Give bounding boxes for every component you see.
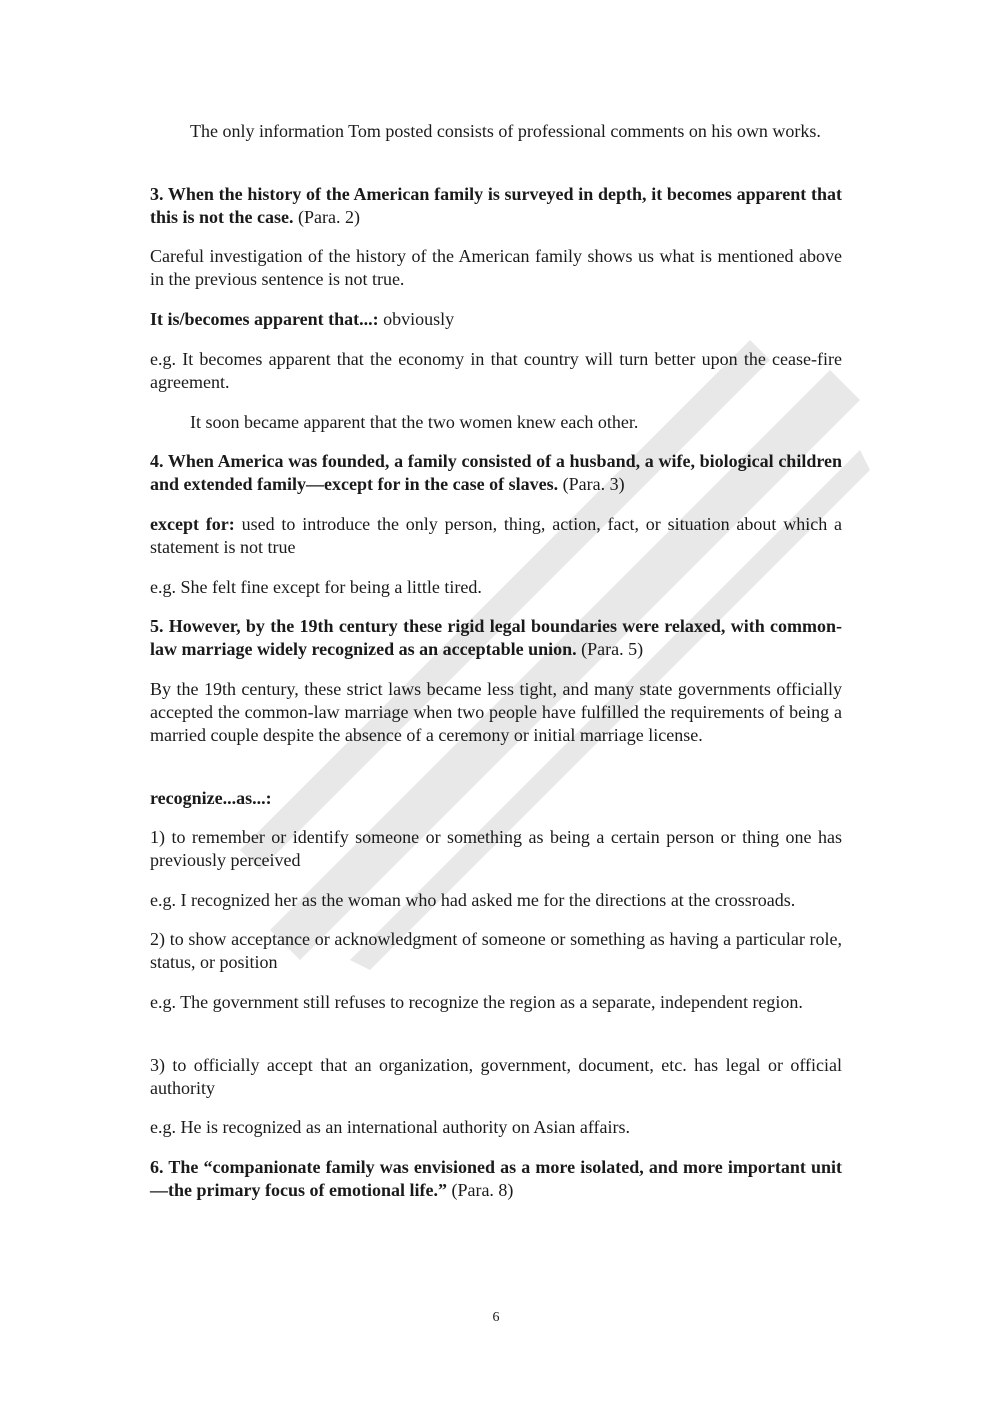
- heading-item-5: [150, 615, 842, 661]
- paragraph-explanation-5: By the 19th century, these strict laws became less tight, and many state governments officially accepted the common-law marriage when two people have fulfilled the requirements of being a married couple despite the absence of a ceremony or initial marriage license.: [150, 679, 842, 745]
- heading-item-6-ref: (Para. 8): [446, 1180, 514, 1200]
- term-apparent-label: It is/becomes apparent that...:: [150, 309, 379, 329]
- term-recognize-as: recognize...as...:: [150, 788, 272, 808]
- term-except-for: [150, 513, 842, 559]
- heading-item-5-ref: (Para. 5): [576, 639, 644, 659]
- example-recognize-3: e.g. He is recognized as an international authority on Asian affairs.: [150, 1117, 631, 1137]
- heading-item-5-text: 5. However, by the 19th century these rigid legal boundaries were relaxed, with common-law marriage widely recognized as an acceptable union.: [150, 616, 842, 659]
- definition-recognize-1: 1) to remember or identify someone or something as being a certain person or thing one has previously perceived: [150, 827, 842, 870]
- term-apparent-def: obviously: [378, 309, 455, 329]
- heading-item-4: [150, 450, 842, 496]
- heading-item-4-ref: (Para. 3): [558, 474, 625, 494]
- definition-recognize-3: 3) to officially accept that an organization, government, document, etc. has legal or official authority: [150, 1055, 842, 1098]
- heading-item-3-ref: (Para. 2): [293, 207, 360, 227]
- heading-item-6: [150, 1156, 842, 1202]
- heading-item-6-text: 6. The “companionate family was envisioned as a more isolated, and more important unit—the primary focus of emotional life.”: [150, 1157, 842, 1200]
- term-except-for-def: used to introduce the only person, thing, action, fact, or situation about which a statement is not true: [150, 514, 842, 557]
- example-except-for: e.g. She felt fine except for being a little tired.: [150, 577, 482, 597]
- heading-item-3: [150, 183, 842, 229]
- page-number: 6: [492, 1310, 500, 1325]
- term-except-for-label: except for:: [150, 514, 235, 534]
- example-recognize-1: e.g. I recognized her as the woman who had asked me for the directions at the crossroads.: [150, 890, 796, 910]
- term-apparent: [150, 308, 842, 331]
- heading-item-3-text: 3. When the history of the American family is surveyed in depth, it becomes apparent that this is not the case.: [150, 184, 842, 227]
- example-apparent-1: e.g. It becomes apparent that the economy in that country will turn better upon the cease-fire agreement.: [150, 349, 842, 392]
- paragraph-explanation-3: Careful investigation of the history of the American family shows us what is mentioned above in the previous sentence is not true.: [150, 246, 842, 289]
- paragraph-tom: The only information Tom posted consists of professional comments on his own works.: [190, 121, 821, 141]
- heading-item-4-text: 4. When America was founded, a family consisted of a husband, a wife, biological children and extended family—except for in the case of slaves.: [150, 451, 842, 494]
- example-recognize-2: e.g. The government still refuses to recognize the region as a separate, independent region.: [150, 992, 803, 1012]
- example-apparent-2: It soon became apparent that the two women knew each other.: [190, 412, 639, 432]
- definition-recognize-2: 2) to show acceptance or acknowledgment of someone or something as having a particular role, status, or position: [150, 929, 842, 972]
